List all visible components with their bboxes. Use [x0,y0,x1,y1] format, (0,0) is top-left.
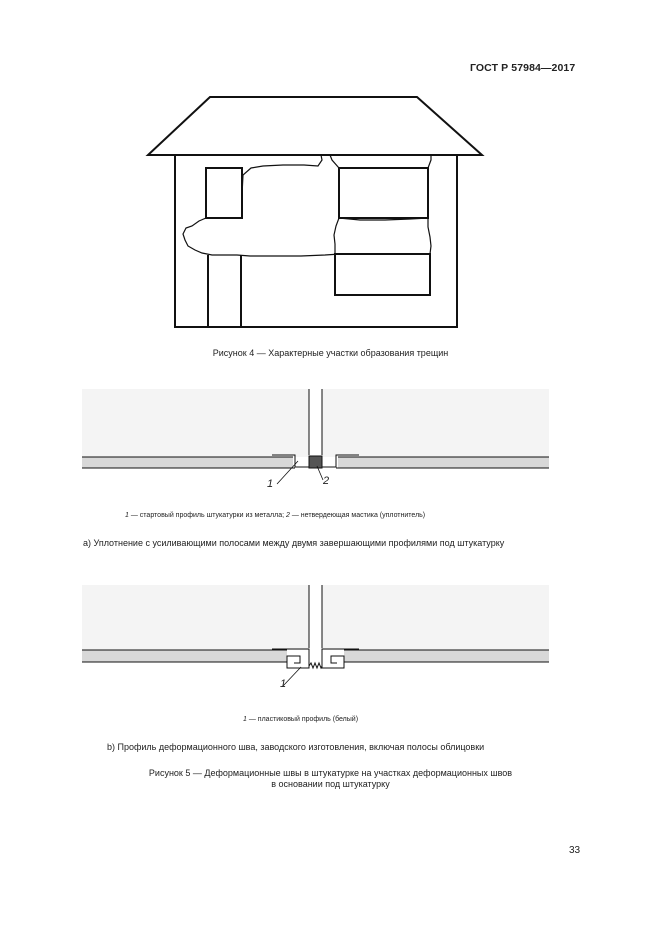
plaster-band-left [82,650,287,662]
legend-number: 1 [125,512,129,519]
figure5-caption-line1: Рисунок 5 — Деформационные швы в штукатурке на участках деформационных швов [148,768,513,778]
figure5a-label-2: 2 [323,475,330,487]
figure5a-caption: a) Уплотнение с усиливающими полосами между двумя завершающими профилями под штукатурку [83,538,505,548]
wall-substrate-left [82,585,309,650]
legend-text: — нетвердеющая мастика (уплотнитель) [289,512,426,519]
page-number: 33 [569,845,581,856]
legend-text: — пластиковый профиль (белый) [246,716,359,723]
profile-bellows [309,663,322,668]
plaster-band-right [344,650,549,662]
legend-number: 1 [243,716,247,723]
legend-number: 2 [286,512,290,519]
figure5-caption-line2: в основании под штукатурку [271,779,390,789]
figure4-caption: Рисунок 4 — Характерные участки образования трещин [212,348,449,358]
figure5b-legend [243,716,358,723]
figure5b-label-1: 1 [280,678,287,690]
figure5a-label-1: 1 [267,478,274,490]
legend-text: — стартовый профиль штукатурки из металла; [128,512,286,519]
wall-substrate-right [322,585,549,650]
standard-code: ГОСТ Р 57984—2017 [470,62,576,74]
figure5b-caption: b) Профиль деформационного шва, заводского изготовления, включая полосы облицовки [107,742,485,752]
